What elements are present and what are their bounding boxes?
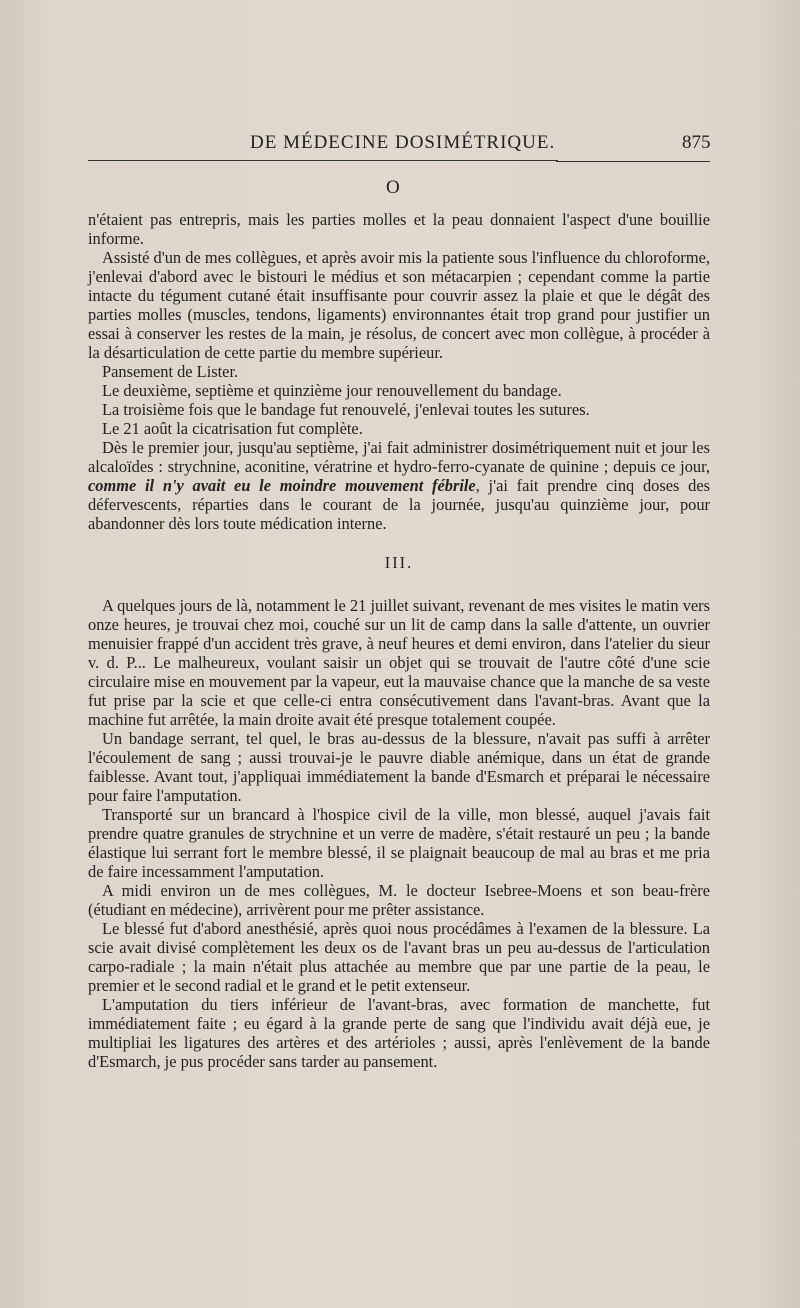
paragraph: Assisté d'un de mes collègues, et après avoir mis la patiente sous l'influence du chloroforme, j'enlevai d'abord avec le bistouri le médius et son métacarpien ; cependant comme la partie intacte du tégument cutané était insuffisante pour couvrir assez la plaie et que le dégât des parties molles (muscles, tendons, ligaments) environnantes était trop grand pour justifier un essai à conserver les restes de la main, je résolus, de concert avec mon collègue, à procéder à la désarticulation de cette partie du membre supérieur. — [88, 248, 710, 362]
paragraph: Le blessé fut d'abord anesthésié, après quoi nous procédâmes à l'examen de la blessure. La scie avait divisé complètement les deux os de l'avant bras un peu au-dessus de l'articulation carpo-radiale ; la main n'était plus attachée au membre que par une partie de la peau, le premier et le second radial et le grand et le petit extenseur. — [88, 919, 710, 995]
body-text — [88, 210, 710, 1071]
header-rule — [88, 160, 558, 161]
paragraph: Transporté sur un brancard à l'hospice civil de la ville, mon blessé, auquel j'avais fait prendre quatre granules de strychnine et un verre de madère, s'était restauré un peu ; la bande élastique lui serrant fort le membre blessé, il se plaignait beaucoup de mal au bras et me pria de faire incessamment l'amputation. — [88, 805, 710, 881]
italic-text-run: comme il n'y avait eu le moindre mouvement fébrile — [88, 476, 476, 495]
paragraph: Le deuxième, septième et quinzième jour renouvellement du bandage. — [102, 381, 562, 400]
paragraph: Un bandage serrant, tel quel, le bras au-dessus de la blessure, n'avait pas suffi à arrêter l'écoulement de sang ; aussi trouvai-je le pauvre diable anémique, dans un état de grande faiblesse. Avant tout, j'appliquai immédiatement la bande d'Esmarch et préparai le nécessaire pour faire l'amputation. — [88, 729, 710, 805]
page-number: 875 — [682, 132, 711, 153]
text-run: Dès le premier jour, jusqu'au septième, j'ai fait administrer dosimétriquement nuit et jour les alcaloïdes : strychnine, aconitine, vératrine et hydro-ferro-cyanate de quinine ; depuis ce jour, — [88, 438, 710, 476]
paragraph: Le 21 août la cicatrisation fut complète. — [102, 419, 363, 438]
paragraph: A midi environ un de mes collègues, M. le docteur Isebree-Moens et son beau-frère (étudiant en médecine), arrivèrent pour me prêter assistance. — [88, 881, 710, 919]
paragraph: n'étaient pas entrepris, mais les parties molles et la peau donnaient l'aspect d'une bouillie informe. — [88, 210, 710, 248]
text-run: , j'ai fait prendre cinq doses des défervescents, réparties dans le courant de la journée, jusqu'au quinzième jour, pour abandonner dès lors toute médication interne. — [88, 476, 711, 533]
running-header: DE MÉDECINE DOSIMÉTRIQUE. — [250, 132, 556, 153]
section-heading: III. — [384, 553, 414, 572]
paragraph: La troisième fois que le bandage fut renouvelé, j'enlevai toutes les sutures. — [102, 400, 590, 419]
paragraph: Pansement de Lister. — [102, 362, 239, 381]
paragraph — [88, 438, 710, 533]
paragraph: A quelques jours de là, notamment le 21 juillet suivant, revenant de mes visites le matin vers onze heures, je trouvai chez moi, couché sur un lit de camp dans la salle d'attente, un ouvrier menuisier frappé d'un accident très grave, à neuf heures et demi environ, dans l'atelier du sieur v. d. P... Le malheureux, voulant saisir un objet qui se trouvait de l'autre côté d'une scie circulaire mise en mouvement par la vapeur, eut la mauvaise chance que la manche de sa veste fut prise par la scie et que celle-ci entra consécutivement dans l'avant-bras. Avant que la machine fut arrêtée, la main droite avait été presque totalement coupée. — [88, 596, 710, 729]
header-rule — [556, 161, 710, 162]
paragraph: L'amputation du tiers inférieur de l'avant-bras, avec formation de manchette, fut immédiatement faite ; eu égard à la grande perte de sang que l'individu avait déjà eue, je multipliai les ligatures des artères et des artérioles ; aussi, après l'enlèvement de la bande d'Esmarch, je pus procéder sans tarder au pansement. — [88, 995, 710, 1071]
signature-mark: O — [386, 177, 400, 198]
